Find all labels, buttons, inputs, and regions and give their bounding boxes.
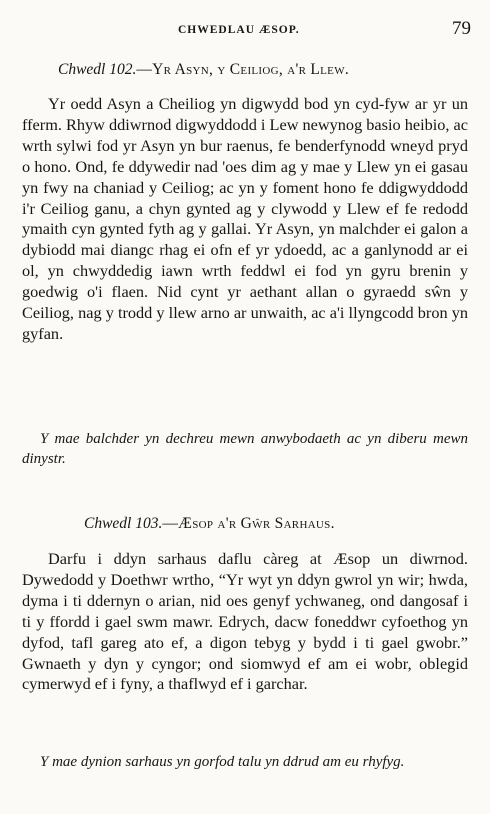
fable-102-moral: Y mae balchder yn dechreu mewn anwybodaeth ac yn diberu mewn dinystr. [22, 431, 468, 467]
fable-102-title [58, 61, 349, 79]
running-head [0, 18, 490, 42]
fable-103-moral: Y mae dynion sarhaus yn gorfod talu yn ddrud am eu rhyfyg. [40, 754, 405, 770]
fable-102-number: Chwedl 102. [58, 61, 137, 78]
fable-102-name: —Yr Asyn, y Ceiliog, a'r Llew. [136, 61, 350, 78]
fable-103-number: Chwedl 103. [84, 515, 163, 532]
running-title: CHWEDLAU ÆSOP. [178, 24, 300, 36]
fable-102-body: Yr oedd Asyn a Cheiliog yn digwydd bod yn cyd-fyw ar yr un fferm. Rhyw ddiwrnod digwyddodd i Lew newynog basio heibio, ac wrth sylwi fod yr Asyn yn bur raenus, fe benderfynodd wneyd pryd o hono. Ond, fe ddywedir nad 'oes dim ag y mae y Llew yn ei gasau yn fwy na chaniad y Ceiliog; ac yn y foment hono fe ddigwyddodd i'r Ceiliog ganu, a chyn gynted ag y clywodd y Llew ef fe redodd ymaith cyn gynted fyth ag y gallai. Yr Asyn, yn malchder ei galon a dybiodd mai diangc rhag ei ofn ef yr ydoedd, ac a ganlynodd ar ei ol, yn chwyddedig iawn wrth feddwl ei fod yn gyru brenin y goedwig o'i flaen. Nid cynt yr aethant allan o gyraedd sŵn y Ceiliog, nag y trodd y llew arno ar unwaith, ac a'i llyngcodd bron yn gyfan. [22, 94, 469, 343]
fable-103-title [84, 515, 335, 533]
fable-103-body: Darfu i ddyn sarhaus daflu càreg at Æsop un diwrnod. Dywedodd y Doethwr wrtho, “Yr wyt yn ddyn gwrol yn wir; hwda, dyma i ti ddernyn o arian, nid oes genyf ychwaneg, ond dangosaf i ti y ffordd i gael swm mawr. Edrych, dacw foneddwr cyfoethog yn dyfod, tafl gareg ato ef, a digon tebyg y bydd i ti gael gwobr.” Gwnaeth y dyn y cyngor; ond siomwyd ef am ei wobr, oblegid cymerwyd ef i fyny, a thaflwyd ef i garchar. [22, 549, 468, 694]
fable-103-name: —Æsop a'r Gŵr Sarhaus. [162, 515, 335, 532]
page-number: 79 [452, 18, 471, 39]
